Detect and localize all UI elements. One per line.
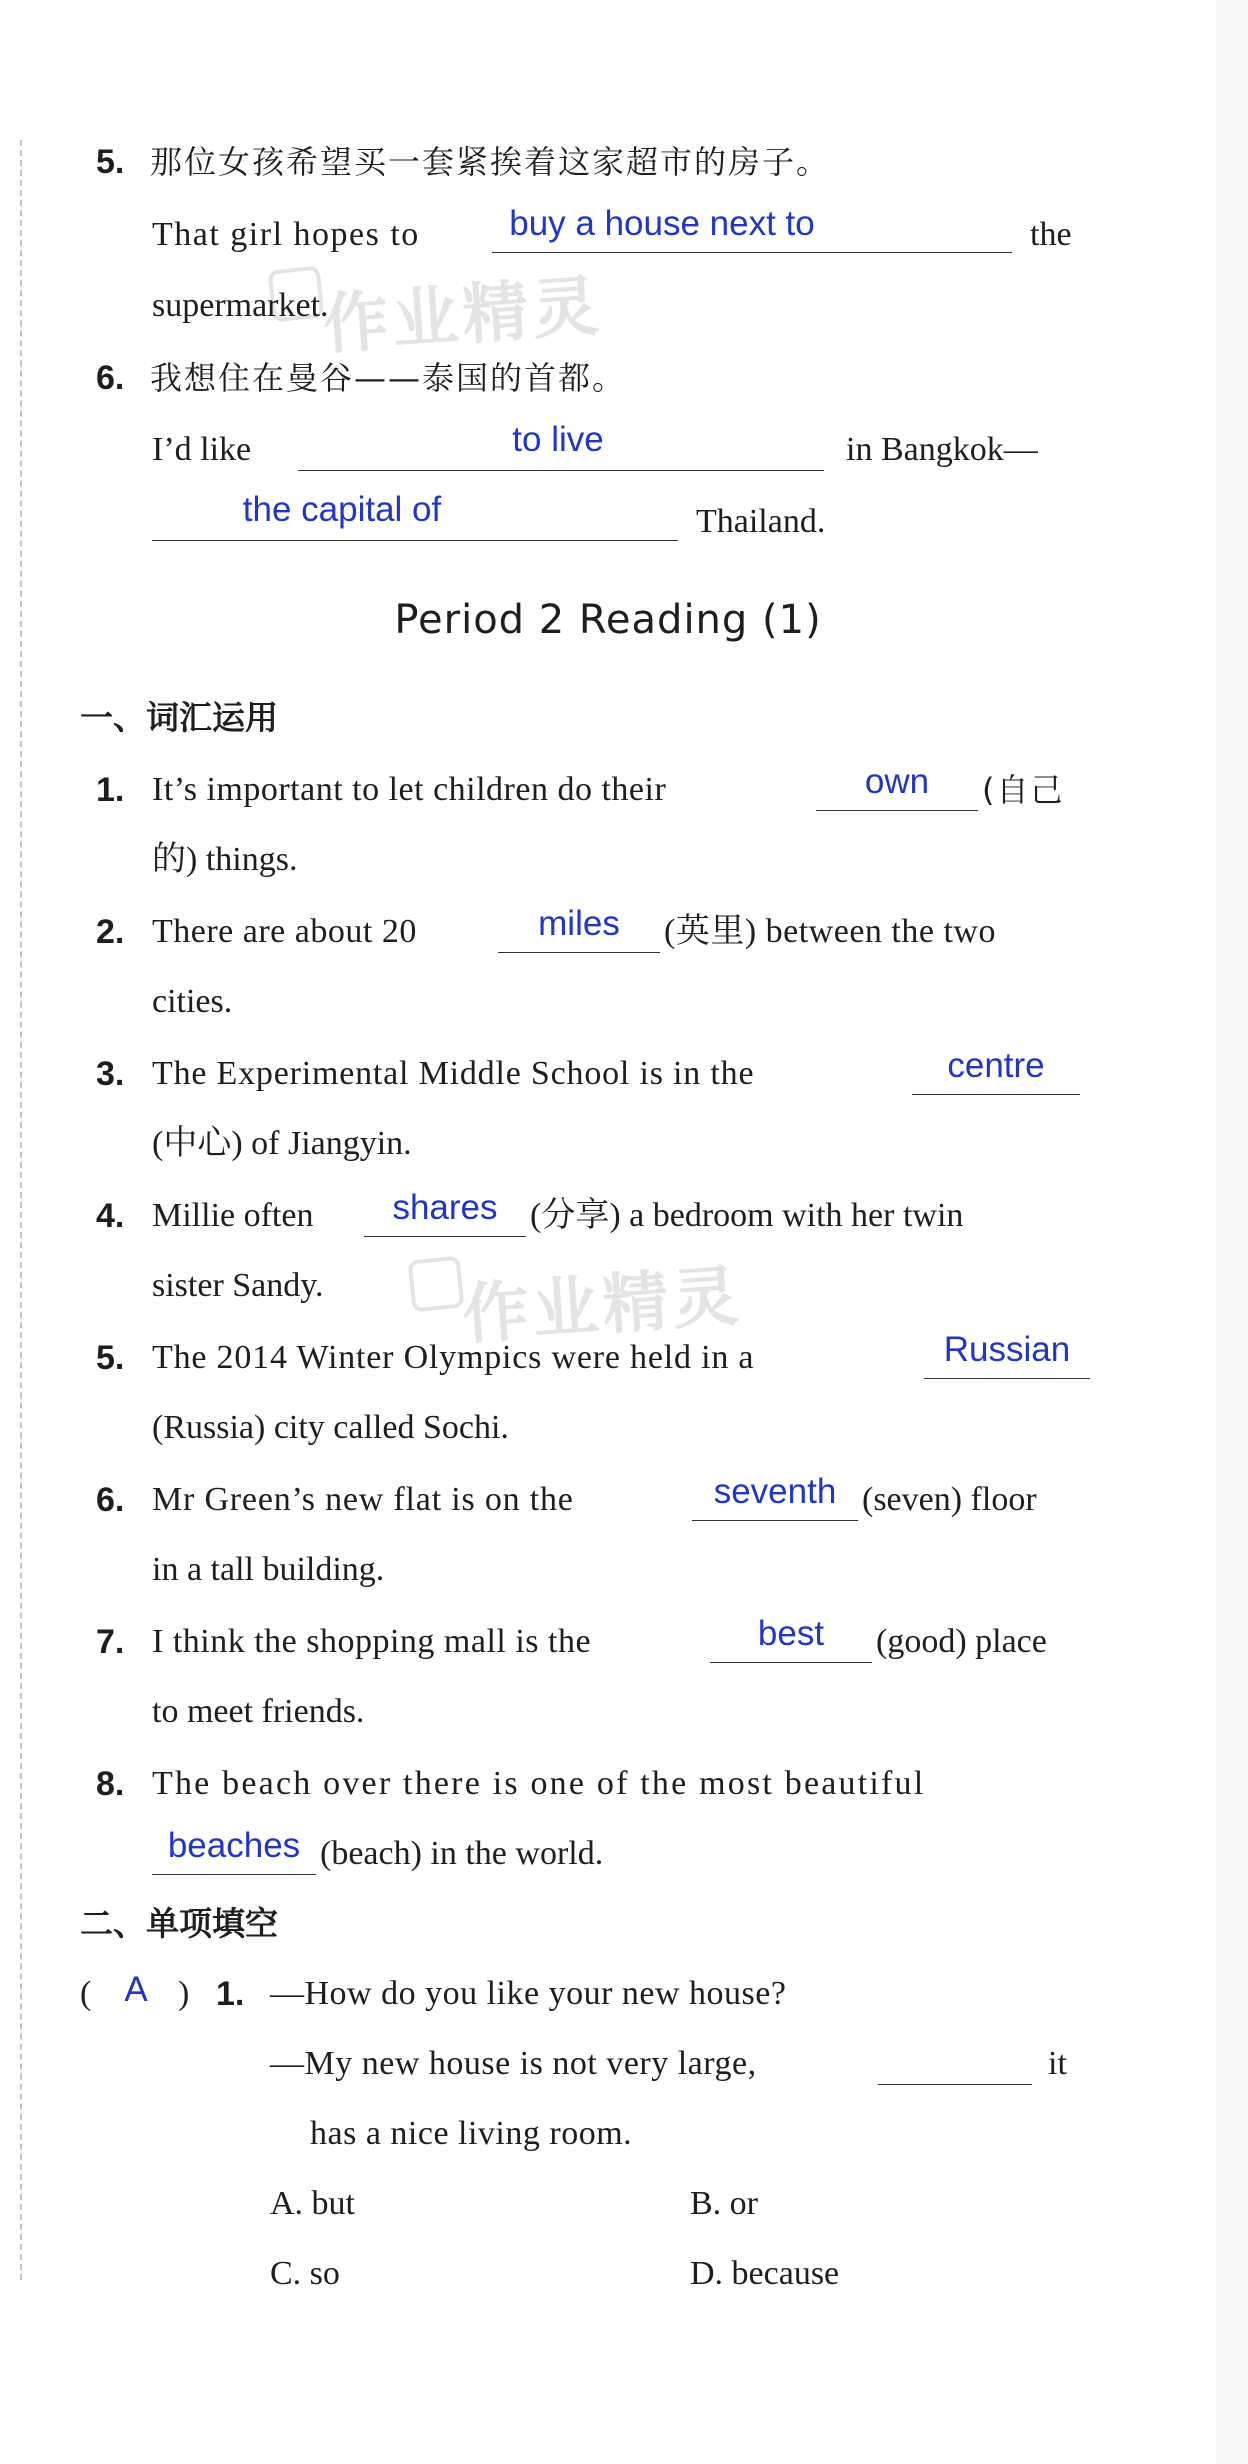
vocab-q6-text: Mr Green’s new flat is on the — [152, 1481, 574, 1518]
translation-q6-chinese: 我想住在曼谷——泰国的首都。 — [150, 359, 627, 397]
section1-title: 一、词汇运用 — [80, 698, 278, 737]
vocab-q1-blank — [816, 810, 978, 811]
vocab-q2-text: There are about 20 — [152, 913, 417, 950]
vocab-q1-hint: (自己 — [982, 771, 1065, 809]
binding-dashed-line — [20, 140, 22, 2280]
mc-q1-answer: A — [124, 1970, 148, 2009]
vocab-q8-text: The beach over there is one of the most beautiful — [152, 1765, 926, 1802]
vocab-q2-number: 2. — [96, 913, 125, 951]
mc-q1-option-c: C. so — [270, 2255, 340, 2292]
translation-q6-blank1 — [298, 470, 824, 471]
mc-q1-number: 1. — [216, 1975, 245, 2013]
vocab-q3-continuation: (中心) of Jiangyin. — [152, 1125, 412, 1162]
vocab-q2-continuation: cities. — [152, 983, 233, 1020]
vocab-q6-continuation: in a tall building. — [152, 1551, 385, 1588]
translation-q5-prefix: That girl hopes to — [152, 216, 420, 253]
vocab-q3-text: The Experimental Middle School is in the — [152, 1055, 755, 1092]
vocab-q6-hint: (seven) floor — [862, 1481, 1037, 1518]
translation-q6-blank2 — [152, 540, 678, 541]
translation-q5-blank — [492, 252, 1012, 253]
translation-q6-suffix: Thailand. — [696, 503, 826, 540]
vocab-q2-blank — [498, 952, 660, 953]
vocab-q8-hint: (beach) in the world. — [320, 1835, 604, 1872]
watermark-top: 作业精灵 — [320, 267, 605, 364]
mc-q1-line2: —My new house is not very large, — [270, 2045, 757, 2082]
translation-q5-continuation: supermarket. — [152, 287, 329, 324]
vocab-q5-answer: Russian — [943, 1330, 1071, 1369]
mc-q1-option-b: B. or — [690, 2185, 758, 2222]
vocab-q6-number: 6. — [96, 1481, 125, 1519]
vocab-q5-text: The 2014 Winter Olympics were held in a — [152, 1339, 755, 1376]
vocab-q3-blank — [912, 1094, 1080, 1095]
translation-q6-answer2: the capital of — [242, 490, 442, 529]
translation-q6-answer1: to live — [512, 420, 604, 459]
vocab-q1-number: 1. — [96, 771, 125, 809]
mc-q1-line2-suffix: it — [1048, 2045, 1067, 2082]
mc-q1-option-d: D. because — [690, 2255, 840, 2292]
translation-q6-middle: in Bangkok— — [846, 431, 1038, 468]
vocab-q3-answer: centre — [947, 1046, 1045, 1085]
vocab-q7-blank — [710, 1662, 872, 1663]
vocab-q4-blank — [364, 1236, 526, 1237]
watermark-logo-icon — [407, 1255, 464, 1312]
vocab-q7-number: 7. — [96, 1623, 125, 1661]
vocab-q5-continuation: (Russia) city called Sochi. — [152, 1409, 509, 1446]
vocab-q3-number: 3. — [96, 1055, 125, 1093]
mc-q1-paren-open: ( — [80, 1975, 92, 2012]
mc-q1-option-a: A. but — [270, 2185, 355, 2222]
section2-title: 二、单项填空 — [80, 1904, 278, 1943]
vocab-q4-number: 4. — [96, 1197, 125, 1235]
vocab-q4-continuation: sister Sandy. — [152, 1267, 324, 1304]
translation-q5-number: 5. — [96, 143, 125, 181]
mc-q1-line3: has a nice living room. — [310, 2115, 633, 2152]
vocab-q7-continuation: to meet friends. — [152, 1693, 365, 1730]
vocab-q6-answer: seventh — [713, 1472, 837, 1511]
translation-q5-chinese: 那位女孩希望买一套紧挨着这家超市的房子。 — [150, 143, 831, 181]
vocab-q4-answer: shares — [392, 1188, 498, 1227]
translation-q5-answer: buy a house next to — [509, 204, 815, 243]
mc-q1-line1: —How do you like your new house? — [270, 1975, 787, 2012]
vocab-q2-hint: (英里) between the two — [664, 913, 996, 950]
watermark-middle: 作业精灵 — [460, 1257, 745, 1354]
vocab-q8-blank — [152, 1874, 316, 1875]
vocab-q7-answer: best — [757, 1614, 825, 1653]
vocab-q4-text: Millie often — [152, 1197, 314, 1234]
vocab-q7-hint: (good) place — [876, 1623, 1047, 1660]
vocab-q6-blank — [692, 1520, 858, 1521]
mc-q1-paren-close: ) — [178, 1975, 190, 2012]
vocab-q2-answer: miles — [538, 904, 620, 943]
vocab-q5-number: 5. — [96, 1339, 125, 1377]
period-title: Period 2 Reading (1) — [394, 597, 822, 643]
vocab-q8-number: 8. — [96, 1765, 125, 1803]
vocab-q1-continuation: 的) things. — [152, 841, 298, 878]
mc-q1-blank — [878, 2084, 1032, 2085]
vocab-q4-hint: (分享) a bedroom with her twin — [530, 1197, 964, 1234]
translation-q6-prefix: I’d like — [152, 431, 252, 468]
vocab-q1-text: It’s important to let children do their — [152, 771, 667, 808]
vocab-q5-blank — [924, 1378, 1090, 1379]
translation-q6-number: 6. — [96, 359, 125, 397]
vocab-q8-answer: beaches — [167, 1826, 301, 1865]
vocab-q7-text: I think the shopping mall is the — [152, 1623, 592, 1660]
vocab-q1-answer: own — [864, 762, 930, 801]
translation-q5-suffix: the — [1030, 216, 1072, 253]
